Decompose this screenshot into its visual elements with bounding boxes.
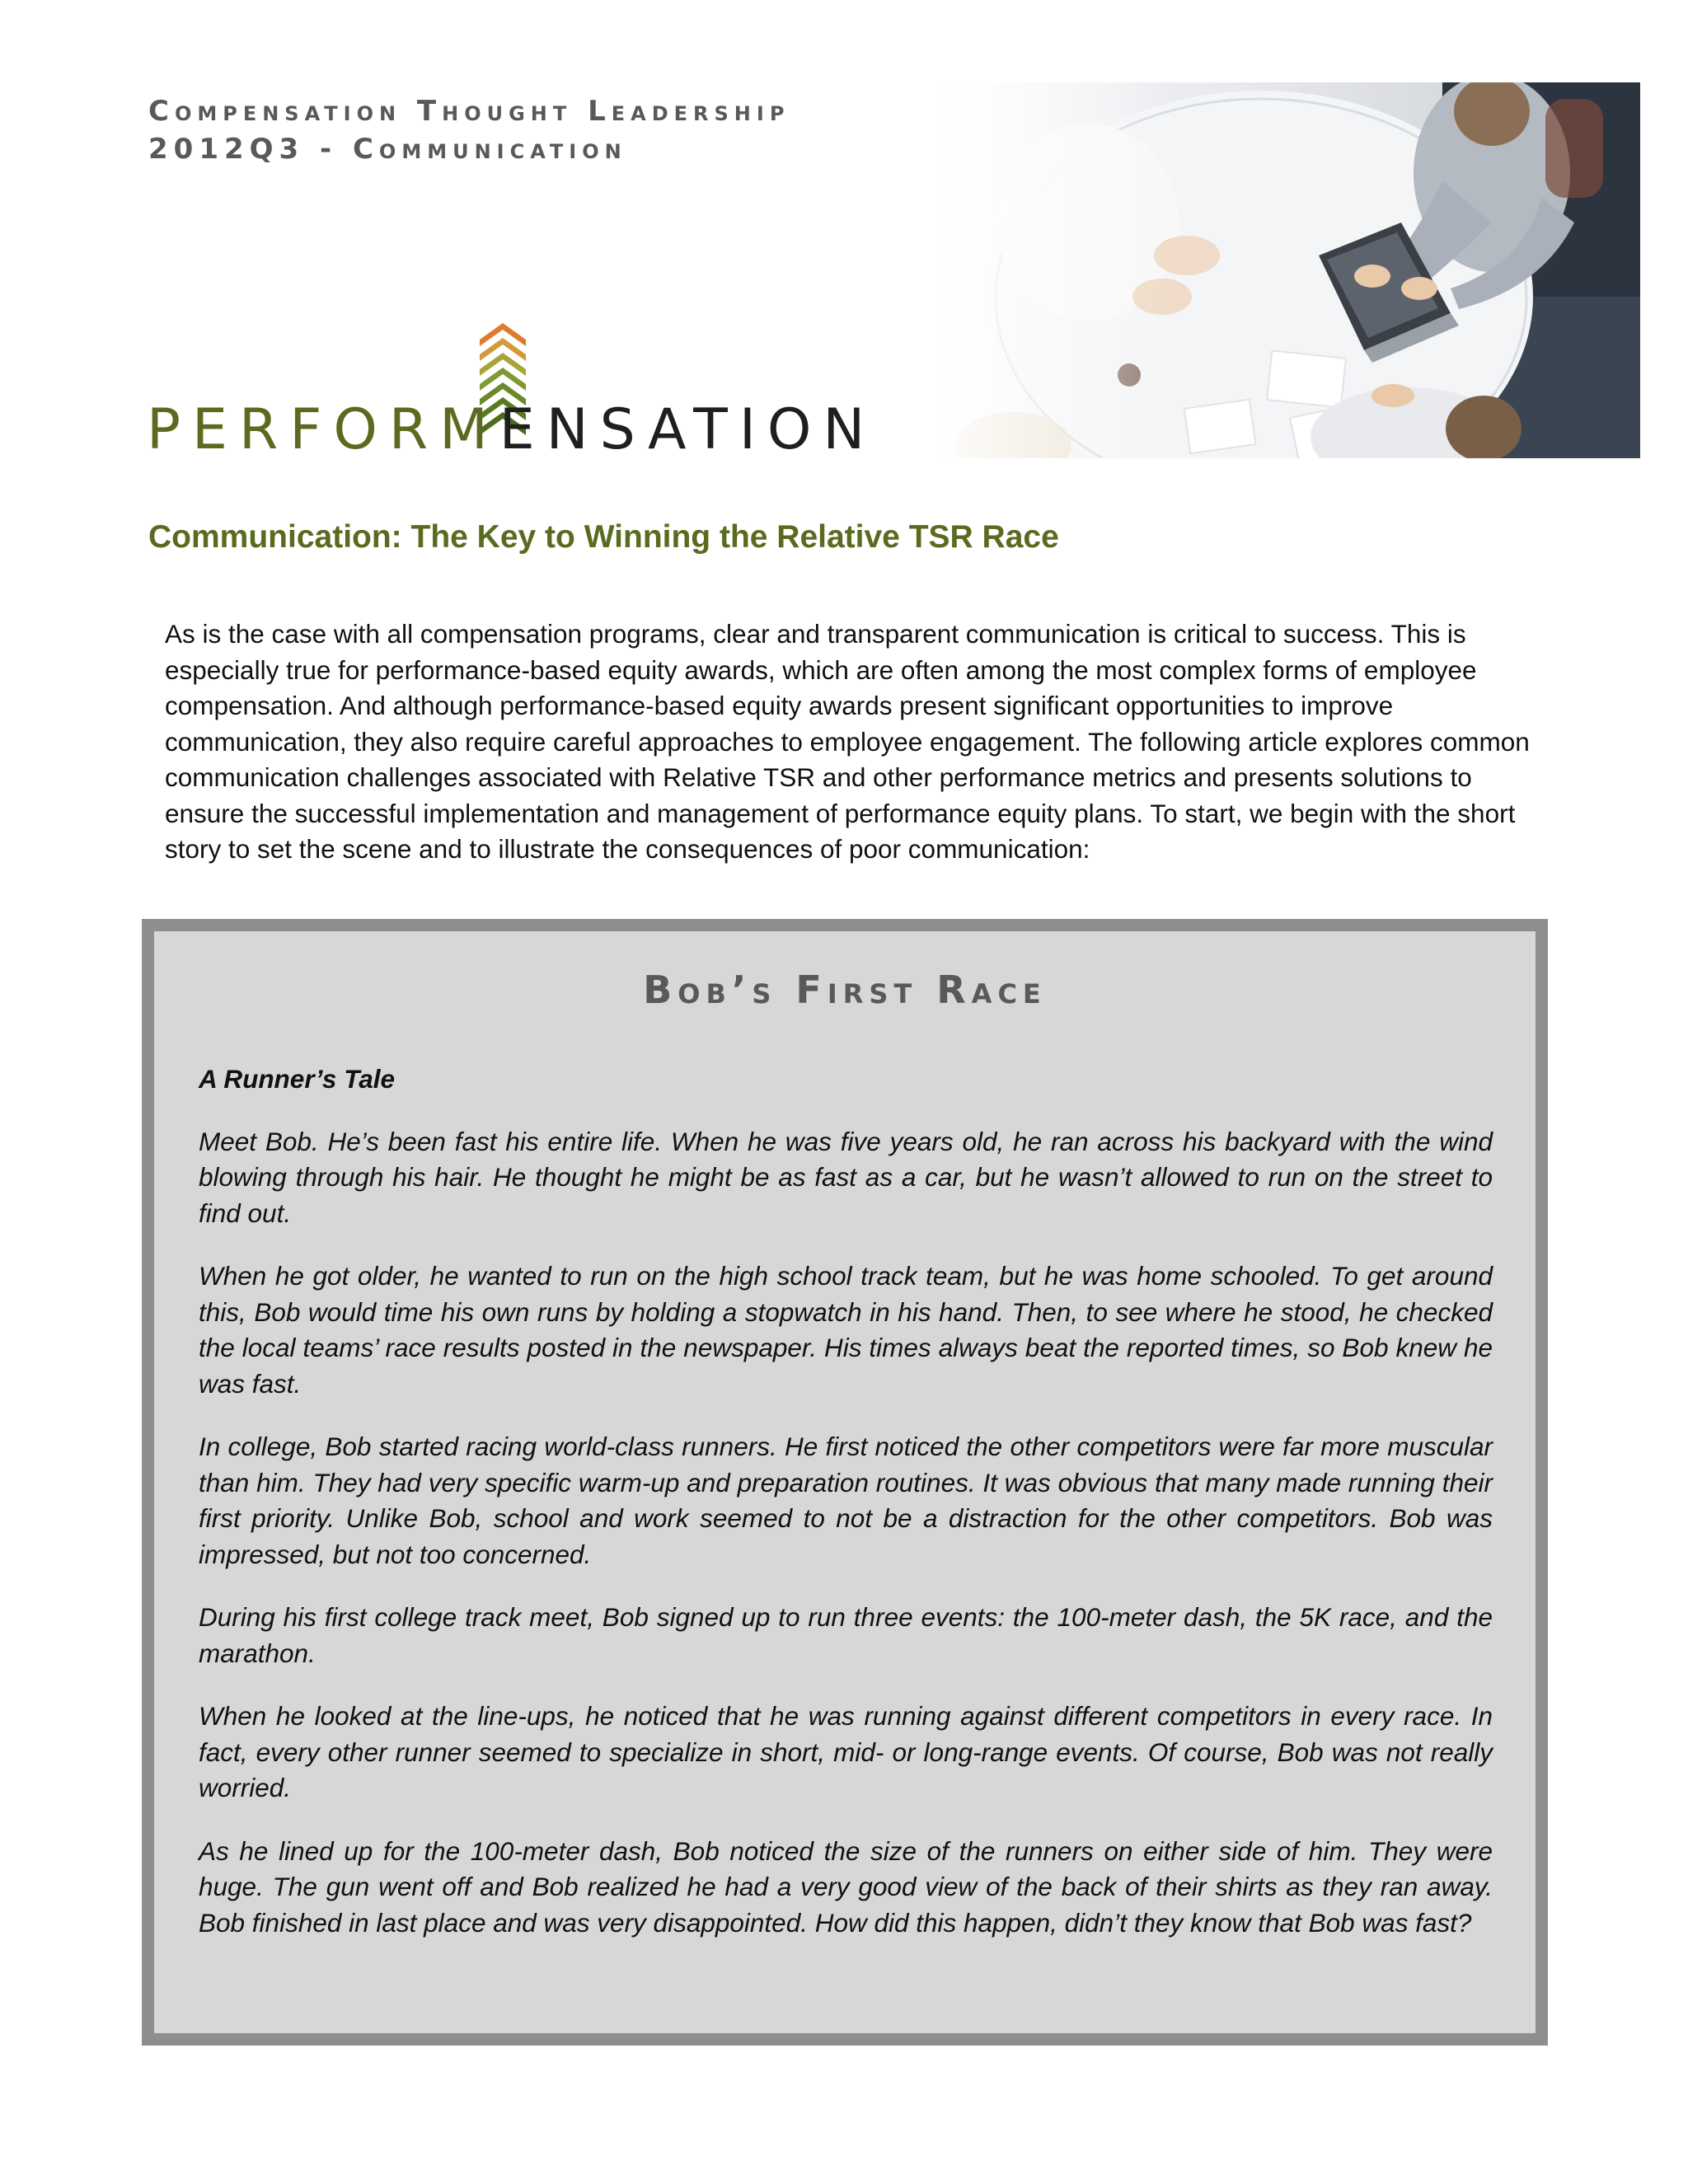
story-paragraph: During his first college track meet, Bob signed up to run three events: the 100-meter dash, the 5K race, and the marathon. <box>199 1602 1493 1668</box>
brand-logo <box>147 397 877 462</box>
series-issue: 2012Q3 - Communication <box>148 133 627 166</box>
story-title: Bob’s First Race <box>643 968 1047 1012</box>
story-paragraph: As he lined up for the 100-meter dash, Bob noticed the size of the runners on either side of him. They were huge. The gun went off and Bob realized he had a very good view of the back of their shirts as they ran away. Bob finished in last place and was very disappointed. How did this happen, didn’t they know that Bob was fast? <box>199 1835 1493 1938</box>
story-paragraph: When he looked at the line-ups, he noticed that he was running against different competitors in every race. In fact, every other runner seemed to specialize in short, mid- or long-range events. Of course, Bob was not really worried. <box>199 1701 1493 1802</box>
series-header <box>148 92 790 168</box>
story-paragraph: Meet Bob. He’s been fast his entire life. When he was five years old, he ran across his backyard with the wind blowing through his hair. He thought he might be as fast as a car, but he wasn’t allowed to run on the street to find out. <box>199 1126 1493 1228</box>
intro-paragraph: As is the case with all compensation programs, clear and transparent communication is critical to success. This is especially true for performance-based equity awards, which are often among the most complex forms of employee compensation. And although performance-based equity awards present significant opportunities to improve communication, they also require careful approaches to employee engagement. The following article explores common communication challenges associated with Relative TSR and other performance metrics and presents solutions to ensure the successful implementation and management of performance equity plans. To start, we begin with the short story to set the scene and to illustrate the consequences of poor communication: <box>165 619 1530 864</box>
story-body <box>199 1062 1493 1968</box>
story-subtitle: A Runner’s Tale <box>199 1064 396 1094</box>
series-title: Compensation Thought Leadership <box>148 95 790 128</box>
header-photo <box>915 82 1640 458</box>
story-paragraph: When he got older, he wanted to run on the high school track team, but he was home schooled. To get around this, Bob would time his own runs by holding a stopwatch in his hand. Then, to see where he stood, he checked the local teams’ race results posted in the newspaper. His times always beat the reported times, so Bob knew he was fast. <box>199 1261 1493 1399</box>
logo-part-ensation: ENSATION <box>499 397 877 462</box>
logo-part-perform: PERFORM <box>147 397 499 462</box>
story-paragraph: In college, Bob started racing world-class runners. He first noticed the other competitors were far more muscular than him. They had very specific warm-up and preparation routines. It was obvious that many made running their first priority. Unlike Bob, school and work seemed to not be a distraction for the other competitors. Bob was impressed, but not too concerned. <box>199 1432 1493 1569</box>
story-box <box>142 919 1548 2046</box>
article-title: Communication: The Key to Winning the Relative TSR Race <box>148 519 1059 555</box>
